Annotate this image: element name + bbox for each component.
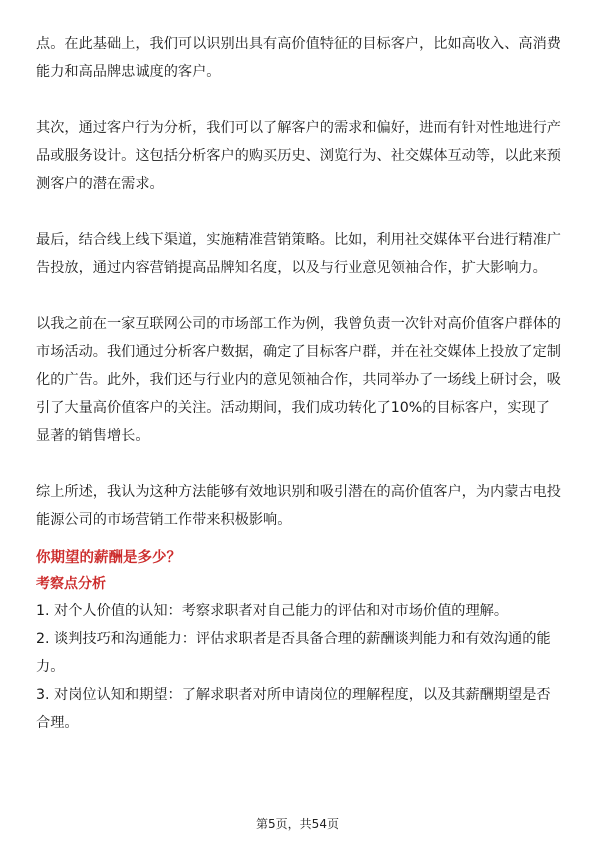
question-title: 你期望的薪酬是多少？ [36,550,181,566]
paragraph-gap [36,198,564,226]
paragraph-example: 以我之前在一家互联网公司的市场部工作为例，我曾负责一次针对高价值客户群体的市场活动。我们通过分析客户数据，确定了目标客户群，并在社交媒体上投放了定制化的广告。此外，我们还与行业内的意见领袖合作，共同举办了一场线上研讨会，吸引了大量高价值客户的关注。活动期间，我们成功转化了10%的目标客户，实现了显著的销售增长。 [36,316,561,444]
paragraph-continuation: 点。在此基础上，我们可以识别出具有高价值特征的目标客户，比如高收入、高消费能力和高品牌忠诚度的客户。 [36,36,561,80]
analysis-item: 2. 谈判技巧和沟通能力：评估求职者是否具备合理的薪酬谈判能力和有效沟通的能力。 [36,631,551,675]
document-body [36,30,564,737]
paragraph-customer-behavior: 其次，通过客户行为分析，我们可以了解客户的需求和偏好，进而有针对性地进行产品或服务设计。这包括分析客户的购买历史、浏览行为、社交媒体互动等，以此来预测客户的潜在需求。 [36,120,561,192]
paragraph-marketing-strategy: 最后，结合线上线下渠道，实施精准营销策略。比如，利用社交媒体平台进行精准广告投放，通过内容营销提高品牌知名度，以及与行业意见领袖合作，扩大影响力。 [36,232,561,276]
paragraph-conclusion: 综上所述，我认为这种方法能够有效地识别和吸引潜在的高价值客户，为内蒙古电投能源公司的市场营销工作带来积极影响。 [36,484,561,528]
paragraph-gap [36,282,564,310]
analysis-item: 1. 对个人价值的认知：考察求职者对自己能力的评估和对市场价值的理解。 [36,603,509,619]
page-number: 第5页，共54页 [256,817,339,831]
analysis-item: 3. 对岗位认知和期望：了解求职者对所申请岗位的理解程度，以及其薪酬期望是否合理。 [36,687,551,731]
analysis-heading: 考察点分析 [36,576,106,592]
paragraph-gap [36,450,564,478]
paragraph-gap [36,86,564,114]
